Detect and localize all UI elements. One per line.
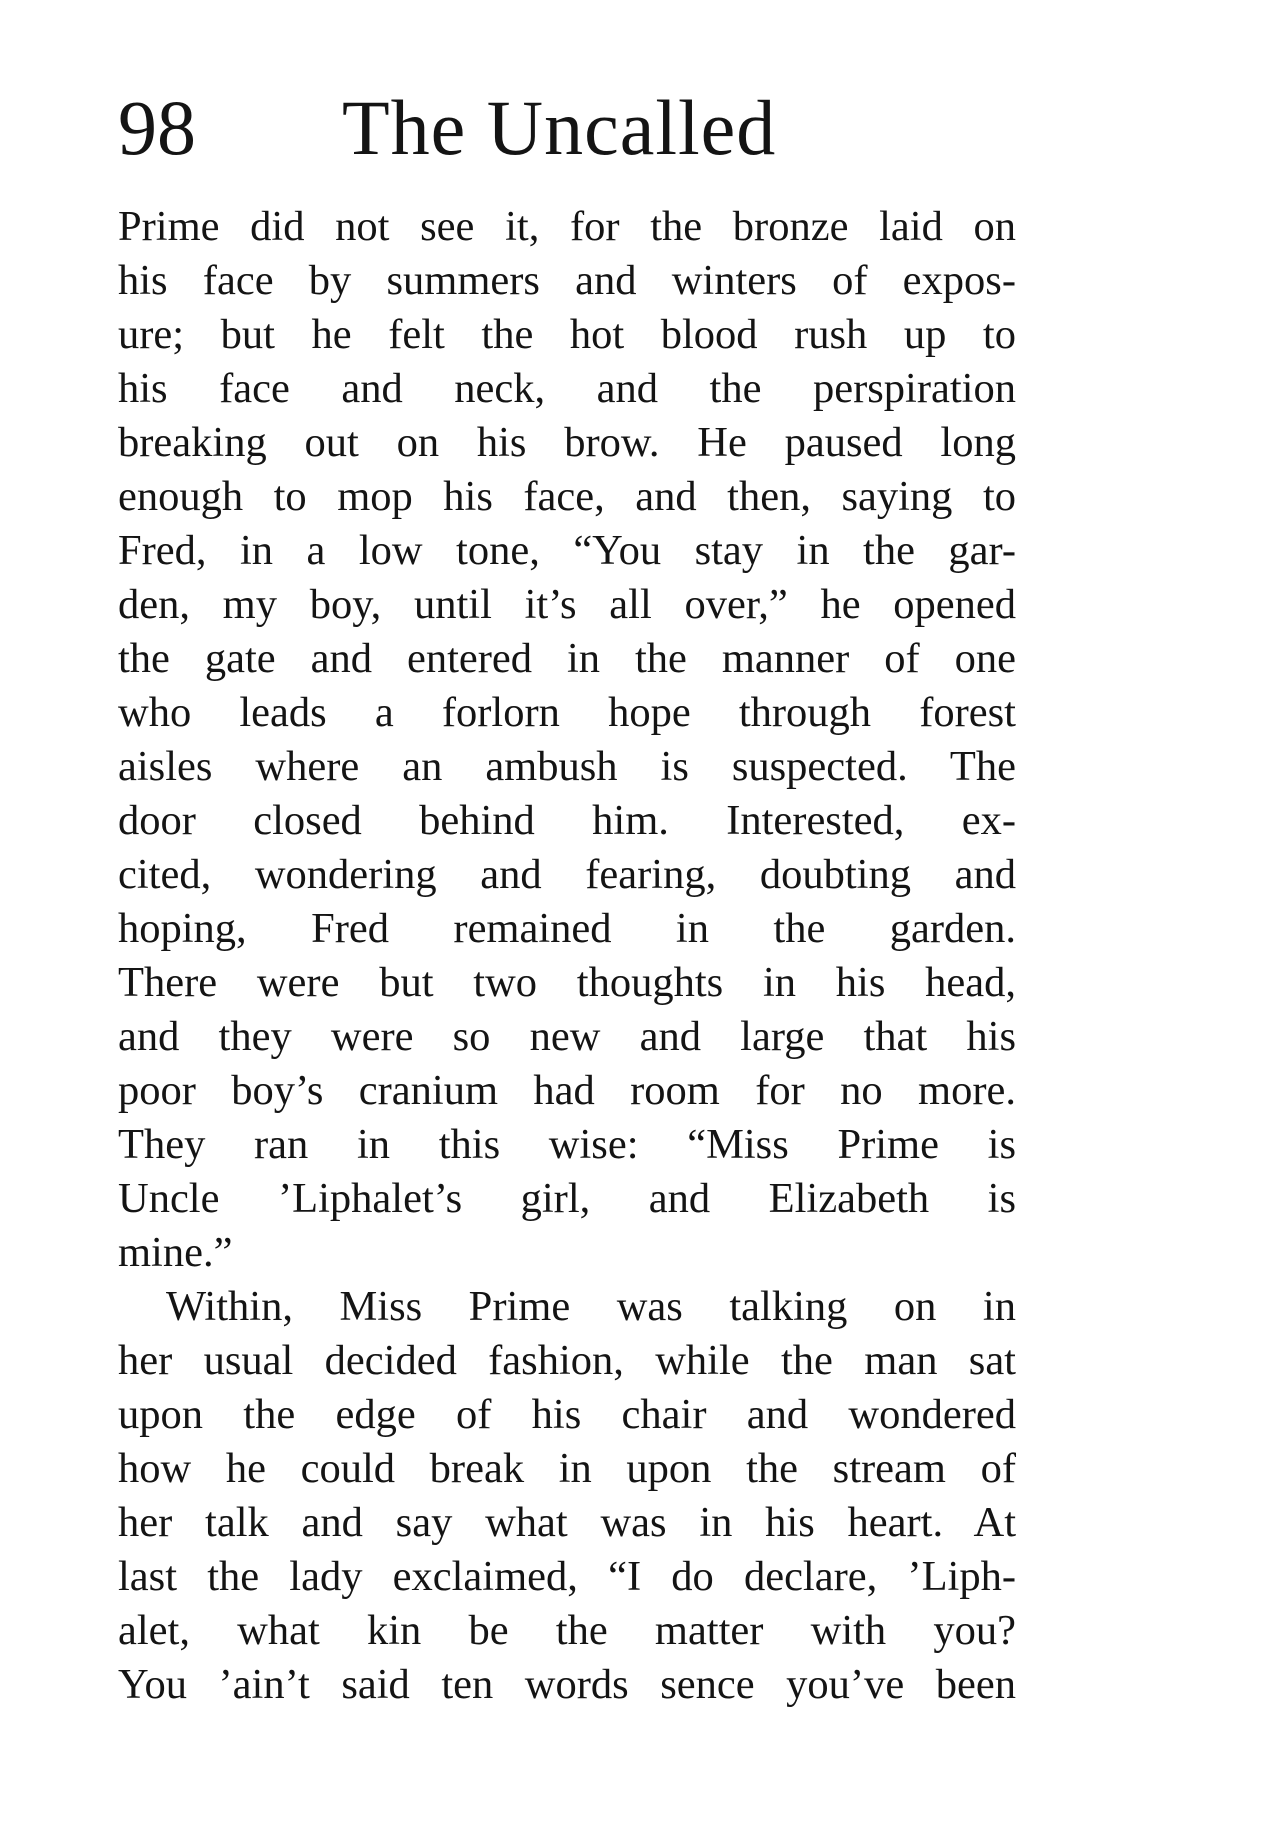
text-line: who leads a forlorn hope through forest [118,689,1016,736]
paragraph-1 [118,200,1016,1280]
paragraph-2 [118,1280,1016,1712]
text-line: They ran in this wise: “Miss Prime is [118,1121,1016,1168]
text-line: the gate and entered in the manner of one [118,635,1016,682]
text-line: mine.” [118,1229,233,1276]
text-line: last the lady exclaimed, “I do declare, ’Liph- [118,1553,1016,1600]
text-line: enough to mop his face, and then, saying to [118,473,1016,520]
text-line: You ’ain’t said ten words sence you’ve been [118,1661,1016,1708]
text-line: There were but two thoughts in his head, [118,959,1016,1006]
page-header [118,78,1018,178]
body-text [118,200,1016,1712]
text-line: and they were so new and large that his [118,1013,1016,1060]
text-line: poor boy’s cranium had room for no more. [118,1067,1016,1114]
text-line: Fred, in a low tone, “You stay in the gar- [118,527,1016,574]
text-line: her talk and say what was in his heart. At [118,1499,1016,1546]
text-line: upon the edge of his chair and wondered [118,1391,1016,1438]
text-line: alet, what kin be the matter with you? [118,1607,1016,1654]
text-line: door closed behind him. Interested, ex- [118,797,1016,844]
running-title: The Uncalled [342,84,777,171]
text-line: ure; but he felt the hot blood rush up to [118,311,1016,358]
page-number: 98 [118,84,196,171]
text-line: his face and neck, and the perspiration [118,365,1016,412]
text-line: cited, wondering and fearing, doubting and [118,851,1016,898]
text-line: his face by summers and winters of expos- [118,257,1016,304]
text-line: how he could break in upon the stream of [118,1445,1016,1492]
text-line: den, my boy, until it’s all over,” he opened [118,581,1016,628]
text-line: Uncle ’Liphalet’s girl, and Elizabeth is [118,1175,1016,1222]
text-line: her usual decided fashion, while the man sat [118,1337,1016,1384]
text-line: breaking out on his brow. He paused long [118,419,1016,466]
text-line: aisles where an ambush is suspected. The [118,743,1016,790]
text-line: hoping, Fred remained in the garden. [118,905,1016,952]
text-line: Within, Miss Prime was talking on in [166,1283,1016,1330]
text-line: Prime did not see it, for the bronze laid on [118,203,1016,250]
